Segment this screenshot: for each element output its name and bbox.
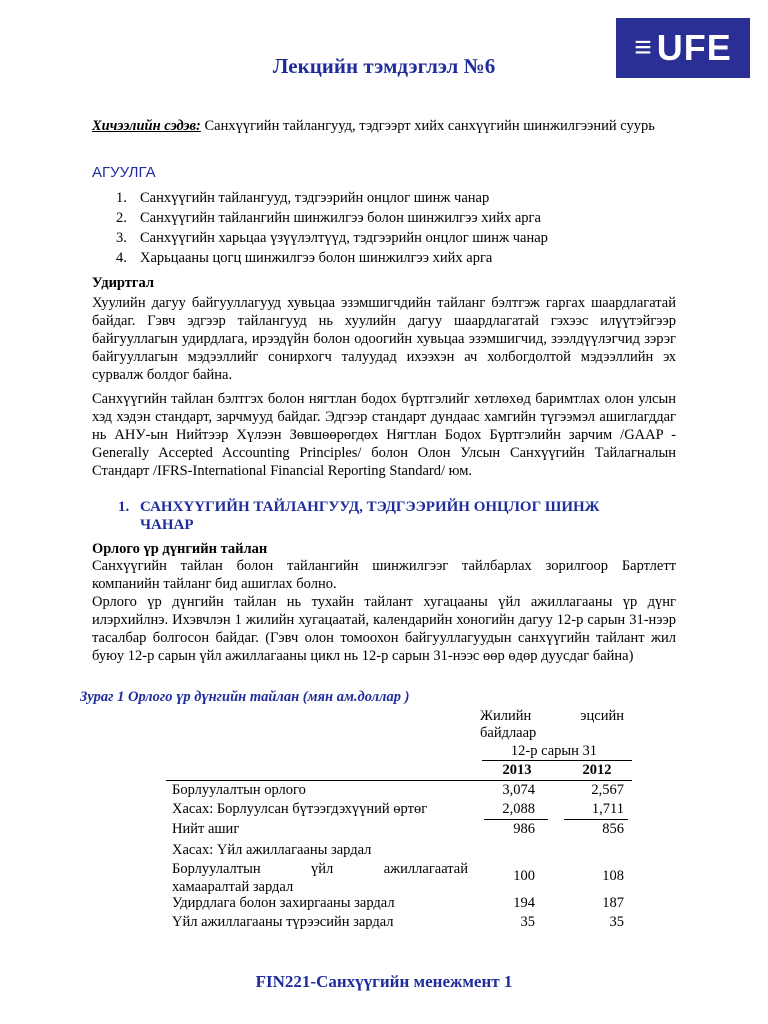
row-value-2013: 2,088	[502, 801, 535, 817]
lesson-topic	[92, 117, 676, 135]
topic-label: Хичээлийн сэдэв:	[92, 118, 201, 134]
row-value-2012: 1,711	[591, 801, 624, 817]
toc-item-text: Санхүүгийн харьцаа үзүүлэлтүүд, тэдгээрийн онцлог шинж чанар	[140, 230, 548, 246]
toc-item-number: 1.	[116, 190, 127, 206]
figure-caption: Зураг 1 Орлого үр дүнгийн тайлан (мян ам.доллар )	[80, 689, 410, 705]
section-1-number: 1.	[118, 499, 130, 515]
intro-paragraph-1: Хуулийн дагуу байгууллагууд хувьцаа эзэмшигчдийн тайланг бэлтгэж гаргах шаардлагатай байдаг. Гэвч эдгээр тайлангууд нь хуулийн дагуу шаардлагатай гэхээс илүүтэйгээр байгууллагын удирдлага, ирээдүйн болон одоогийн хувьцаа эзэмшигчид, зээлдүүлэгчид зэрэг байгууллагын мэдээллийг сонирхогч талуудад ихээхэн ач холбогдолтой мэдээллийн эх сурвалж болдог байна.	[92, 295, 676, 383]
row-value-2012: 856	[602, 821, 624, 837]
row-value-2013: 35	[520, 914, 535, 930]
row-value-2013: 194	[513, 895, 535, 911]
toc-item	[92, 248, 672, 268]
table-header-basis: байдлаар	[480, 725, 537, 741]
toc-item-text: Харьцааны цогц шинжилгээ болон шинжилгээ хийх арга	[140, 250, 493, 266]
row-value-2013: 100	[513, 868, 535, 884]
income-paragraph-1: Санхүүгийн тайлан болон тайлангийн шинжилгээг тайлбарлах зорилгоор Бартлетт компанийн тайланг бид ашиглах болно.	[92, 558, 676, 592]
intro-heading: Удиртгал	[92, 275, 155, 291]
table-row	[172, 780, 632, 800]
page-footer: FIN221-Санхүүгийн менежмент 1	[255, 972, 513, 991]
row-value-2013: 986	[513, 821, 535, 837]
table-header-year-end: Жилийн эцсийн	[480, 708, 624, 724]
row-value-2012: 35	[609, 914, 624, 930]
row-value-2012: 187	[602, 895, 624, 911]
row-label: Хасах: Борлуулсан бүтээгдэхүүний өртөг	[172, 801, 428, 817]
toc-item	[92, 208, 672, 228]
table-row	[172, 819, 632, 839]
row-value-2012: 108	[602, 868, 624, 884]
table-header-date: 12-р сарын 31	[510, 743, 598, 759]
table-row	[172, 912, 632, 932]
table-row	[172, 893, 632, 913]
row-label-line-2: хамааралтай зардал	[172, 879, 294, 895]
table-row	[172, 799, 632, 819]
toc-heading: АГУУЛГА	[92, 164, 156, 181]
toc-item	[92, 188, 672, 208]
table-row	[172, 840, 632, 860]
column-header-2013: 2013	[502, 762, 532, 778]
row-value-2012: 2,567	[591, 782, 624, 798]
ufe-logo-text: UFE	[656, 27, 732, 68]
row-label: Борлуулалтын орлого	[172, 782, 306, 798]
row-label: Үйл ажиллагааны түрээсийн зардал	[172, 914, 394, 930]
toc-item-number: 2.	[116, 210, 127, 226]
ufe-logo-mark: ≡	[634, 31, 651, 64]
page-title: Лекцийн тэмдэглэл №6	[272, 54, 496, 78]
column-header-2012: 2012	[582, 762, 612, 778]
table-row	[172, 860, 632, 896]
section-1-heading	[118, 498, 638, 534]
row-value-2013: 3,074	[502, 782, 535, 798]
row-label-line-1: Борлуулалтын үйл ажиллагаатай	[172, 861, 468, 877]
header-rule-top	[482, 760, 632, 761]
income-paragraph-2: Орлого үр дүнгийн тайлан нь тухайн тайлант хугацааны үйл ажиллагааны үр дүнг илэрхийлнэ. Ихэвчлэн 1 жилийн хугацаатай, календарийн хоногийн дагуу 12-р сарын 31-нээр тасалбар болгосон байдаг. (Гэвч олон томоохон байгууллагуудын санхүүгийн тайлант жил буюу 12-р сарын үйл ажиллагааны цикл нь 12-р сарын 31-нээс өөр өдөр дуусдаг байна)	[92, 594, 676, 664]
toc-list	[92, 188, 672, 268]
toc-item	[92, 228, 672, 248]
row-label: Нийт ашиг	[172, 821, 240, 837]
row-label: Удирдлага болон захиргааны зардал	[172, 895, 395, 911]
toc-item-number: 4.	[116, 250, 127, 266]
row-label: Хасах: Үйл ажиллагааны зардал	[172, 842, 372, 858]
section-1-title: САНХҮҮГИЙН ТАЙЛАНГУУД, ТЭДГЭЭРИЙН ОНЦЛОГ ШИНЖ ЧАНАР	[140, 499, 600, 533]
toc-item-text: Санхүүгийн тайлангийн шинжилгээ болон шинжилгээ хийх арга	[140, 210, 541, 226]
toc-item-number: 3.	[116, 230, 127, 246]
income-statement-heading: Орлого үр дүнгийн тайлан	[92, 541, 268, 557]
topic-text: Санхүүгийн тайлангууд, тэдгээрт хийх санхүүгийн шинжилгээний суурь	[204, 118, 655, 134]
intro-paragraph-2: Санхүүгийн тайлан бэлтгэх болон нягтлан бодох бүртгэлийг хөтлөхөд баримтлах олон улсын хэд хэдэн стандарт, зарчмууд байдаг. Эдгээр стандарт дундаас хамгийн түгээмэл ашиглагддаг нь АНУ-ын Нийтээр Хүлээн Зөвшөөрөгдөх Нягтлан Бодох Бүртгэлийн зарчим /GAAP - Generally Accepted Accounting Principles/ болон Олон Улсын Санхүүгийн Тайлагналын Стандарт /IFRS-International Financial Reporting Standard/ юм.	[92, 391, 676, 479]
row-label	[172, 860, 468, 896]
toc-item-text: Санхүүгийн тайлангууд, тэдгээрийн онцлог шинж чанар	[140, 190, 490, 206]
